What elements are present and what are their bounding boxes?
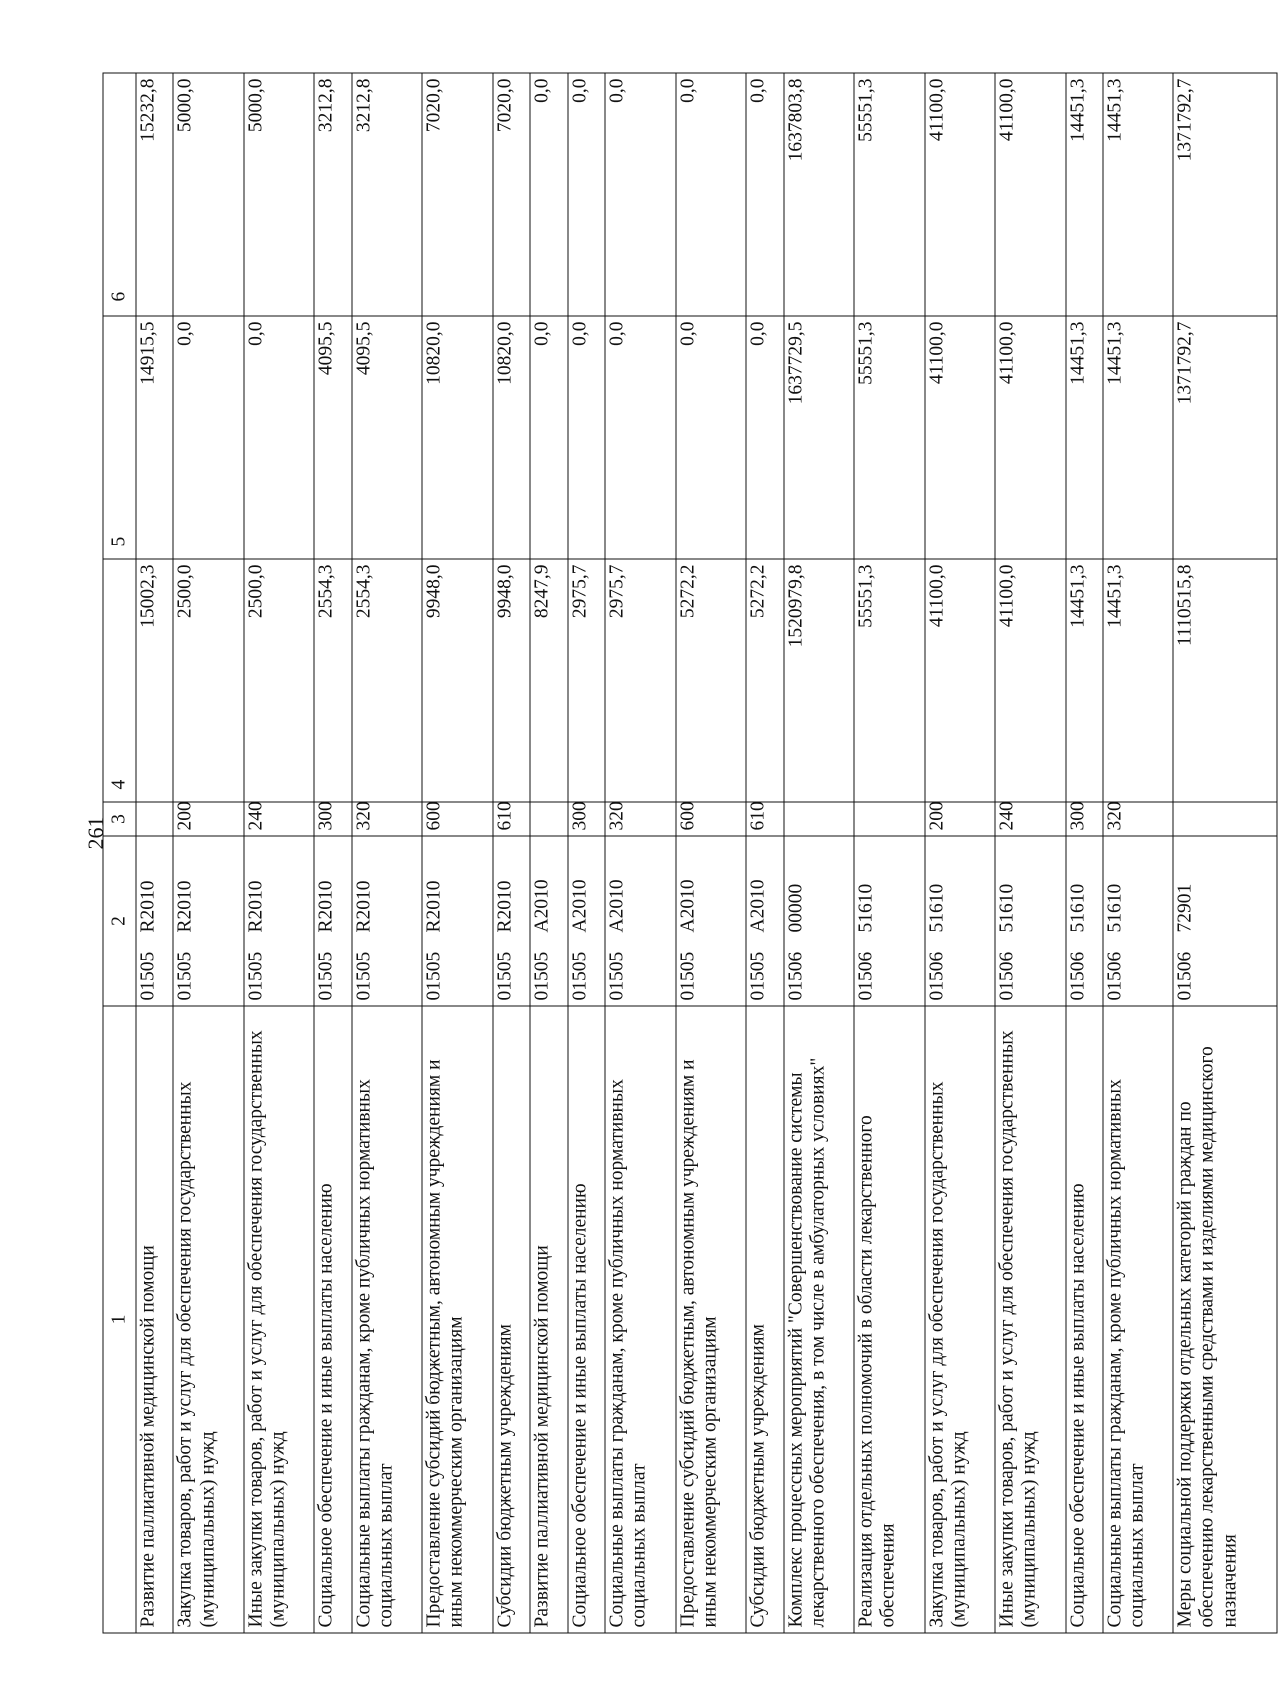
row-value-col5: 14451,3 <box>1066 316 1103 559</box>
row-name: Развитие паллиативной медицинской помощи <box>530 1006 567 1633</box>
row-expense-type: 240 <box>995 802 1065 836</box>
row-value-col4: 55551,3 <box>854 559 924 802</box>
row-name: Комплекс процессных мероприятий "Совершенствование системы лекарственного обеспечения, в том числе в амбулаторных условиях" <box>784 1006 854 1633</box>
row-code-program: 01505 <box>494 951 516 1000</box>
row-code <box>314 836 351 1006</box>
row-value-col4: 41100,0 <box>995 559 1065 802</box>
table-row <box>422 73 492 1633</box>
row-code <box>244 836 314 1006</box>
row-code-program: 01505 <box>315 951 337 1000</box>
row-value-col4: 1520979,8 <box>784 559 854 802</box>
row-code-program: 01505 <box>531 951 553 1000</box>
row-code-direction: A2010 <box>569 878 591 932</box>
table-row <box>244 73 314 1633</box>
row-name: Закупка товаров, работ и услуг для обеспечения государственных (муниципальных) нужд <box>173 1006 243 1633</box>
row-expense-type <box>136 802 173 836</box>
row-value-col5: 10820,0 <box>422 316 492 559</box>
row-value-col5: 10820,0 <box>493 316 530 559</box>
row-code-direction: R2010 <box>423 879 445 932</box>
row-code <box>1066 836 1103 1006</box>
row-code-program: 01505 <box>747 951 769 1000</box>
row-value-col4: 14451,3 <box>1103 559 1173 802</box>
row-expense-type: 200 <box>925 802 995 836</box>
row-code-program: 01505 <box>245 951 267 1000</box>
row-value-col4: 2975,7 <box>568 559 605 802</box>
row-value-col5: 14915,5 <box>136 316 173 559</box>
row-value-col6: 7020,0 <box>493 73 530 316</box>
row-value-col4: 2975,7 <box>605 559 675 802</box>
row-code <box>352 836 422 1006</box>
row-value-col6: 0,0 <box>746 73 783 316</box>
row-expense-type <box>530 802 567 836</box>
row-value-col6: 15232,8 <box>136 73 173 316</box>
row-value-col5: 0,0 <box>676 316 746 559</box>
row-code <box>676 836 746 1006</box>
row-value-col5: 14451,3 <box>1103 316 1173 559</box>
row-expense-type: 320 <box>605 802 675 836</box>
row-value-col6: 1371792,7 <box>1173 73 1277 316</box>
table-row <box>173 73 243 1633</box>
row-name: Иные закупки товаров, работ и услуг для обеспечения государственных (муниципальных) нужд <box>995 1006 1065 1633</box>
row-value-col4: 9948,0 <box>422 559 492 802</box>
row-expense-type: 600 <box>676 802 746 836</box>
table-row <box>676 73 746 1633</box>
header-col-5: 5 <box>103 316 136 559</box>
header-col-4: 4 <box>103 559 136 802</box>
row-value-col6: 14451,3 <box>1066 73 1103 316</box>
row-code-direction: A2010 <box>747 878 769 932</box>
table-row <box>854 73 924 1633</box>
table-row <box>314 73 351 1633</box>
row-expense-type: 610 <box>746 802 783 836</box>
row-name: Субсидии бюджетным учреждениям <box>493 1006 530 1633</box>
row-code-direction: A2010 <box>677 878 699 932</box>
table-row <box>605 73 675 1633</box>
row-value-col4: 1110515,8 <box>1173 559 1277 802</box>
row-value-col5: 4095,5 <box>314 316 351 559</box>
row-code-program: 01506 <box>1067 951 1088 1000</box>
row-name: Социальные выплаты гражданам, кроме публичных нормативных социальных выплат <box>1103 1006 1173 1633</box>
table-row <box>1066 73 1103 1633</box>
row-code-direction: 51610 <box>996 883 1018 932</box>
row-value-col5: 0,0 <box>244 316 314 559</box>
row-code <box>136 836 173 1006</box>
row-code-program: 01506 <box>1104 951 1126 1000</box>
row-code-program: 01506 <box>926 951 948 1000</box>
table-row <box>568 73 605 1633</box>
row-value-col4: 9948,0 <box>493 559 530 802</box>
row-code <box>746 836 783 1006</box>
row-value-col6: 0,0 <box>676 73 746 316</box>
table-row <box>1173 73 1277 1633</box>
row-value-col6: 1637803,8 <box>784 73 854 316</box>
row-code-program: 01506 <box>785 951 807 1000</box>
row-value-col5: 0,0 <box>173 316 243 559</box>
header-col-3: 3 <box>103 802 136 836</box>
row-code-direction: R2010 <box>353 879 375 932</box>
table-row <box>784 73 854 1633</box>
budget-table-container <box>103 73 1278 1633</box>
table-row <box>925 73 995 1633</box>
row-value-col5: 0,0 <box>568 316 605 559</box>
row-expense-type: 320 <box>352 802 422 836</box>
row-code <box>605 836 675 1006</box>
row-expense-type: 240 <box>244 802 314 836</box>
row-value-col5: 0,0 <box>605 316 675 559</box>
table-row <box>1103 73 1173 1633</box>
page-number: 261 <box>83 816 108 850</box>
row-value-col4: 14451,3 <box>1066 559 1103 802</box>
row-code-direction: 51610 <box>1104 883 1126 932</box>
row-code-direction: 51610 <box>855 883 877 932</box>
row-code-program: 01505 <box>137 951 159 1000</box>
row-expense-type: 300 <box>314 802 351 836</box>
row-code-program: 01505 <box>569 951 591 1000</box>
row-expense-type: 300 <box>568 802 605 836</box>
row-code-direction: 72901 <box>1174 883 1196 932</box>
table-row <box>530 73 567 1633</box>
row-expense-type: 610 <box>493 802 530 836</box>
row-value-col5: 41100,0 <box>995 316 1065 559</box>
row-expense-type <box>784 802 854 836</box>
row-name: Субсидии бюджетным учреждениям <box>746 1006 783 1633</box>
row-name: Социальные выплаты гражданам, кроме публичных нормативных социальных выплат <box>352 1006 422 1633</box>
row-code <box>1103 836 1173 1006</box>
row-name: Социальное обеспечение и иные выплаты населению <box>314 1006 351 1633</box>
row-value-col6: 0,0 <box>605 73 675 316</box>
row-code-program: 01506 <box>1174 951 1196 1000</box>
row-value-col4: 8247,9 <box>530 559 567 802</box>
table-row <box>746 73 783 1633</box>
row-value-col6: 3212,8 <box>352 73 422 316</box>
row-name: Предоставление субсидий бюджетным, автономным учреждениям и иным некоммерческим организациям <box>422 1006 492 1633</box>
row-value-col5: 41100,0 <box>925 316 995 559</box>
row-name: Закупка товаров, работ и услуг для обеспечения государственных (муниципальных) нужд <box>925 1006 995 1633</box>
row-code-direction: 51610 <box>1067 883 1088 932</box>
table-row <box>352 73 422 1633</box>
row-value-col4: 41100,0 <box>925 559 995 802</box>
row-code-direction: R2010 <box>174 879 196 932</box>
row-code-program: 01505 <box>174 951 196 1000</box>
row-value-col4: 2500,0 <box>173 559 243 802</box>
row-value-col6: 0,0 <box>530 73 567 316</box>
row-code <box>1173 836 1277 1006</box>
row-code-direction: R2010 <box>245 879 267 932</box>
row-value-col5: 0,0 <box>746 316 783 559</box>
row-value-col6: 5000,0 <box>173 73 243 316</box>
row-code-program: 01505 <box>423 951 445 1000</box>
header-col-6: 6 <box>103 73 136 316</box>
row-value-col4: 5272,2 <box>676 559 746 802</box>
row-code <box>173 836 243 1006</box>
row-value-col4: 2500,0 <box>244 559 314 802</box>
row-value-col6: 7020,0 <box>422 73 492 316</box>
row-code-program: 01506 <box>996 951 1018 1000</box>
row-code-program: 01505 <box>677 951 699 1000</box>
row-value-col6: 41100,0 <box>925 73 995 316</box>
row-name: Социальные выплаты гражданам, кроме публичных нормативных социальных выплат <box>605 1006 675 1633</box>
table-row <box>995 73 1065 1633</box>
row-name: Социальное обеспечение и иные выплаты населению <box>1066 1006 1103 1633</box>
row-expense-type <box>1173 802 1277 836</box>
row-expense-type: 200 <box>173 802 243 836</box>
row-value-col6: 41100,0 <box>995 73 1065 316</box>
row-value-col6: 5000,0 <box>244 73 314 316</box>
row-name: Развитие паллиативной медицинской помощи <box>136 1006 173 1633</box>
row-code-program: 01505 <box>606 951 628 1000</box>
table-row <box>136 73 173 1633</box>
row-code-program: 01505 <box>353 951 375 1000</box>
row-value-col4: 2554,3 <box>314 559 351 802</box>
row-value-col5: 4095,5 <box>352 316 422 559</box>
table-row <box>493 73 530 1633</box>
header-col-1: 1 <box>103 1006 136 1633</box>
row-code <box>784 836 854 1006</box>
row-expense-type <box>854 802 924 836</box>
header-col-2: 2 <box>103 836 136 1006</box>
row-value-col5: 0,0 <box>530 316 567 559</box>
row-code-direction: R2010 <box>137 879 159 932</box>
row-value-col6: 3212,8 <box>314 73 351 316</box>
row-code <box>530 836 567 1006</box>
row-value-col6: 0,0 <box>568 73 605 316</box>
row-value-col4: 2554,3 <box>352 559 422 802</box>
row-expense-type: 600 <box>422 802 492 836</box>
row-name: Предоставление субсидий бюджетным, автономным учреждениям и иным некоммерческим организациям <box>676 1006 746 1633</box>
row-value-col6: 14451,3 <box>1103 73 1173 316</box>
row-code <box>493 836 530 1006</box>
row-code <box>854 836 924 1006</box>
header-row <box>103 73 136 1633</box>
row-value-col6: 55551,3 <box>854 73 924 316</box>
row-code-direction: R2010 <box>494 879 516 932</box>
row-name: Иные закупки товаров, работ и услуг для обеспечения государственных (муниципальных) нужд <box>244 1006 314 1633</box>
row-name: Социальное обеспечение и иные выплаты населению <box>568 1006 605 1633</box>
row-expense-type: 320 <box>1103 802 1173 836</box>
row-code-direction: A2010 <box>531 878 553 932</box>
row-code-program: 01506 <box>855 951 877 1000</box>
row-code <box>925 836 995 1006</box>
budget-table <box>103 72 1278 1633</box>
row-code <box>422 836 492 1006</box>
row-code-direction: A2010 <box>606 878 628 932</box>
row-value-col5: 1371792,7 <box>1173 316 1277 559</box>
row-value-col4: 15002,3 <box>136 559 173 802</box>
row-name: Меры социальной поддержки отдельных категорий граждан по обеспечению лекарственными средствами и изделиями медицинского назначения <box>1173 1006 1277 1633</box>
row-value-col5: 55551,3 <box>854 316 924 559</box>
row-name: Реализация отдельных полномочий в области лекарственного обеспечения <box>854 1006 924 1633</box>
row-expense-type: 300 <box>1066 802 1103 836</box>
row-code-direction: 51610 <box>926 883 948 932</box>
row-code <box>568 836 605 1006</box>
row-code-direction: R2010 <box>315 879 337 932</box>
row-value-col4: 5272,2 <box>746 559 783 802</box>
row-code <box>995 836 1065 1006</box>
row-value-col5: 1637729,5 <box>784 316 854 559</box>
row-code-direction: 00000 <box>785 883 807 932</box>
